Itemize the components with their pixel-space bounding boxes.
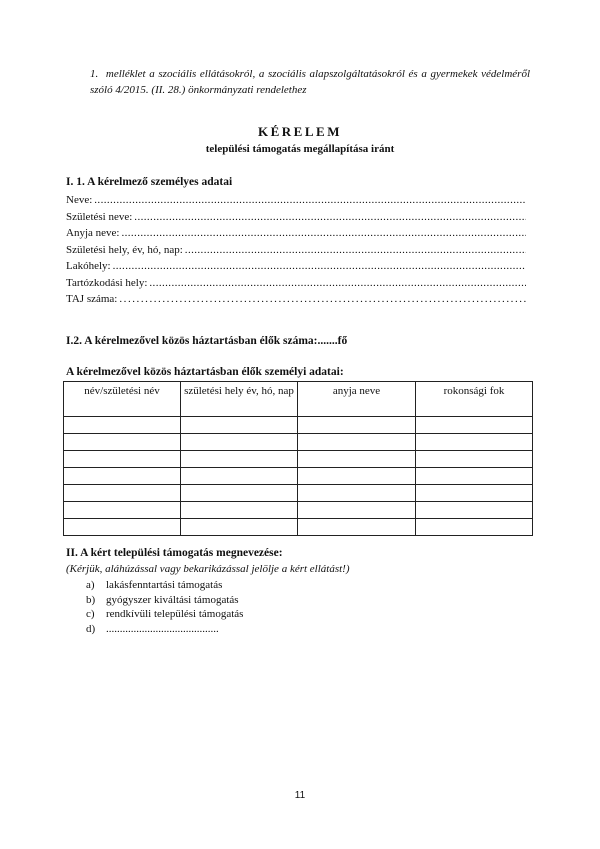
option-other[interactable] [86, 622, 243, 637]
support-instruction: (Kérjük, aláhúzással vagy bekarikázással jelölje a kért ellátást!) [66, 563, 350, 575]
document-title: KÉRELEM [258, 124, 342, 139]
option-letter: c) [86, 608, 95, 620]
table-cell[interactable] [64, 417, 181, 434]
field-residence[interactable] [66, 260, 526, 277]
table-cell[interactable] [64, 502, 181, 519]
table-cell[interactable] [181, 417, 298, 434]
field-birth-place-date[interactable] [66, 244, 526, 261]
field-label: Lakóhely: [66, 260, 111, 272]
option-text: lakásfenntartási támogatás [106, 579, 223, 591]
table-cell[interactable] [298, 468, 416, 485]
section-household-members-heading: A kérelmezővel közös háztartásban élők személyi adatai: [66, 366, 344, 378]
table-cell[interactable] [181, 502, 298, 519]
section-household-count-heading: I.2. A kérelmezővel közös háztartásban élők száma:.......fő [66, 335, 348, 347]
field-name[interactable] [66, 194, 526, 211]
table-cell[interactable] [64, 519, 181, 536]
table-cell[interactable] [181, 485, 298, 502]
option-text: gyógyszer kiváltási támogatás [106, 593, 239, 606]
table-row [64, 519, 533, 536]
fill-line[interactable] [121, 227, 526, 239]
field-label: Neve: [66, 194, 93, 206]
annex-number: 1. [90, 68, 99, 80]
table-cell[interactable] [298, 451, 416, 468]
column-header-relation: rokonsági fok [416, 382, 533, 417]
document-subtitle: települési támogatás megállapítása iránt [205, 143, 395, 155]
option-letter: a) [86, 579, 95, 591]
option-text: rendkívüli települési támogatás [106, 608, 244, 620]
fill-line[interactable] [119, 293, 526, 305]
table-cell[interactable] [416, 485, 533, 502]
table-cell[interactable] [181, 451, 298, 468]
field-label: Anyja neve: [66, 227, 120, 239]
household-members-table [63, 381, 533, 536]
fill-line[interactable] [94, 194, 526, 206]
option-extraordinary-support[interactable] [86, 607, 243, 622]
fill-line[interactable] [149, 277, 526, 289]
table-row [64, 468, 533, 485]
table-cell[interactable] [64, 485, 181, 502]
option-housing-support[interactable] [86, 578, 243, 593]
table-cell[interactable] [64, 434, 181, 451]
annex-text: melléklet a szociális ellátásokról, a szociális alapszolgáltatásokról és a gyermekek védelméről szóló 4/2015. (II. 28.) önkormányzati rendelethez [90, 68, 531, 96]
table-cell[interactable] [416, 451, 533, 468]
table-cell[interactable] [181, 434, 298, 451]
field-mother-name[interactable] [66, 227, 526, 244]
annex-header-note [90, 66, 530, 98]
table-row [64, 434, 533, 451]
table-cell[interactable] [416, 502, 533, 519]
fill-line[interactable] [185, 244, 526, 256]
table-body [64, 417, 533, 536]
column-header-name: név/születési név [64, 382, 181, 417]
table-cell[interactable] [416, 417, 533, 434]
table-row [64, 502, 533, 519]
table-cell[interactable] [181, 468, 298, 485]
column-header-birth: születési hely év, hó, nap [181, 382, 298, 417]
column-header-mother: anyja neve [298, 382, 416, 417]
fill-line[interactable] [134, 211, 526, 223]
table-cell[interactable] [64, 451, 181, 468]
field-label: TAJ száma: [66, 293, 118, 305]
table-cell[interactable] [298, 434, 416, 451]
field-birth-name[interactable] [66, 211, 526, 228]
field-temporary-residence[interactable] [66, 277, 526, 294]
option-text: ......................................... [106, 622, 219, 635]
option-letter: d) [86, 622, 96, 635]
table-cell[interactable] [298, 519, 416, 536]
field-label: Születési hely, év, hó, nap: [66, 243, 183, 256]
table-cell[interactable] [181, 519, 298, 536]
table-cell[interactable] [298, 485, 416, 502]
table-cell[interactable] [416, 519, 533, 536]
table-cell[interactable] [64, 468, 181, 485]
option-letter: b) [86, 593, 96, 606]
table-row [64, 451, 533, 468]
section-personal-data-heading: I. 1. A kérelmező személyes adatai [66, 176, 233, 188]
table-header-row [64, 382, 533, 417]
option-medication-support[interactable] [86, 593, 243, 608]
table-row [64, 417, 533, 434]
table-cell[interactable] [298, 417, 416, 434]
field-label: Tartózkodási hely: [66, 276, 148, 289]
page-number: 11 [294, 790, 306, 801]
table-cell[interactable] [416, 468, 533, 485]
field-label: Születési neve: [66, 210, 133, 223]
table-row [64, 485, 533, 502]
section-support-type-heading: II. A kért települési támogatás megnevezése: [66, 547, 283, 559]
support-options-list [86, 578, 243, 636]
table-cell[interactable] [416, 434, 533, 451]
field-taj-number[interactable] [66, 293, 526, 310]
fill-line[interactable] [113, 260, 526, 272]
table-cell[interactable] [298, 502, 416, 519]
personal-data-fields [66, 194, 526, 310]
